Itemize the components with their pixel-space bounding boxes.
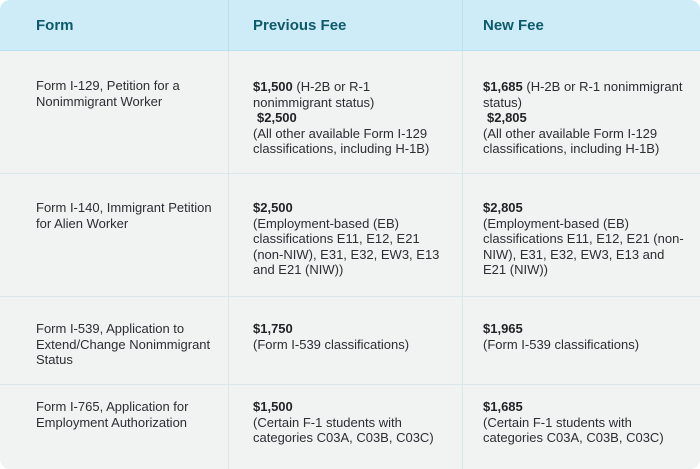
fee-amount: $2,805 [487,110,527,125]
previous-fee-cell [229,174,463,296]
form-name-cell [0,297,229,384]
fee-amount: $1,500 [253,399,293,414]
header-new-fee: New Fee [483,16,544,34]
fee-note: (H-2B or R-1 nonimmigrant status) [483,79,683,110]
new-fee-cell [463,385,700,469]
fee-amount: $1,685 [483,399,523,414]
table-row [0,174,700,297]
form-name-cell [0,174,229,296]
fee-amount: $1,750 [253,321,293,336]
fee-amount: $2,500 [257,110,297,125]
fee-note: (Certain F-1 students with categories C03A, C03B, C03C) [483,414,664,445]
table-header [0,0,700,51]
form-name-cell [0,385,229,469]
table-row [0,51,700,174]
fee-note: (All other available Form I-129 classifications, including H-1B) [483,125,660,156]
fee-amount: $1,685 [483,79,523,94]
fee-note: (Form I-539 classifications) [253,336,410,352]
fee-note: (H-2B or R-1 nonimmigrant status) [253,79,375,110]
form-name: Form I-765, Application for Employment Authorization [36,399,189,430]
form-name: Form I-129, Petition for a Nonimmigrant Worker [36,78,180,109]
fee-amount: $2,500 [253,200,293,215]
fee-amount: $1,500 [253,79,293,94]
fee-amount: $1,965 [483,321,523,336]
fee-amount: $2,805 [483,200,523,215]
fee-note: (Form I-539 classifications) [483,336,640,352]
fee-note: (Certain F-1 students with categories C03A, C03B, C03C) [253,414,434,445]
form-name: Form I-539, Application to Extend/Change Nonimmigrant Status [36,321,211,367]
fee-note: (Employment-based (EB) classifications E11, E12, E21 (non-NIW), E31, E32, EW3, E13 and E21 (NIW)) [253,215,440,277]
new-fee-cell [463,297,700,384]
previous-fee-cell [229,297,463,384]
form-name-cell [0,51,229,173]
fee-note: (All other available Form I-129 classifications, including H-1B) [253,125,430,156]
previous-fee-cell [229,385,463,469]
fee-note: (Employment-based (EB) classifications E11, E12, E21 (non-NIW), E31, E32, EW3, E13 and E21 (NIW)) [483,215,684,277]
form-name: Form I-140, Immigrant Petition for Alien Worker [36,200,212,231]
header-previous-fee: Previous Fee [229,0,463,50]
header-form: Form [0,0,229,50]
new-fee-cell [463,51,700,173]
previous-fee-cell [229,51,463,173]
new-fee-cell [463,174,700,296]
table-row [0,297,700,385]
table-row [0,385,700,469]
